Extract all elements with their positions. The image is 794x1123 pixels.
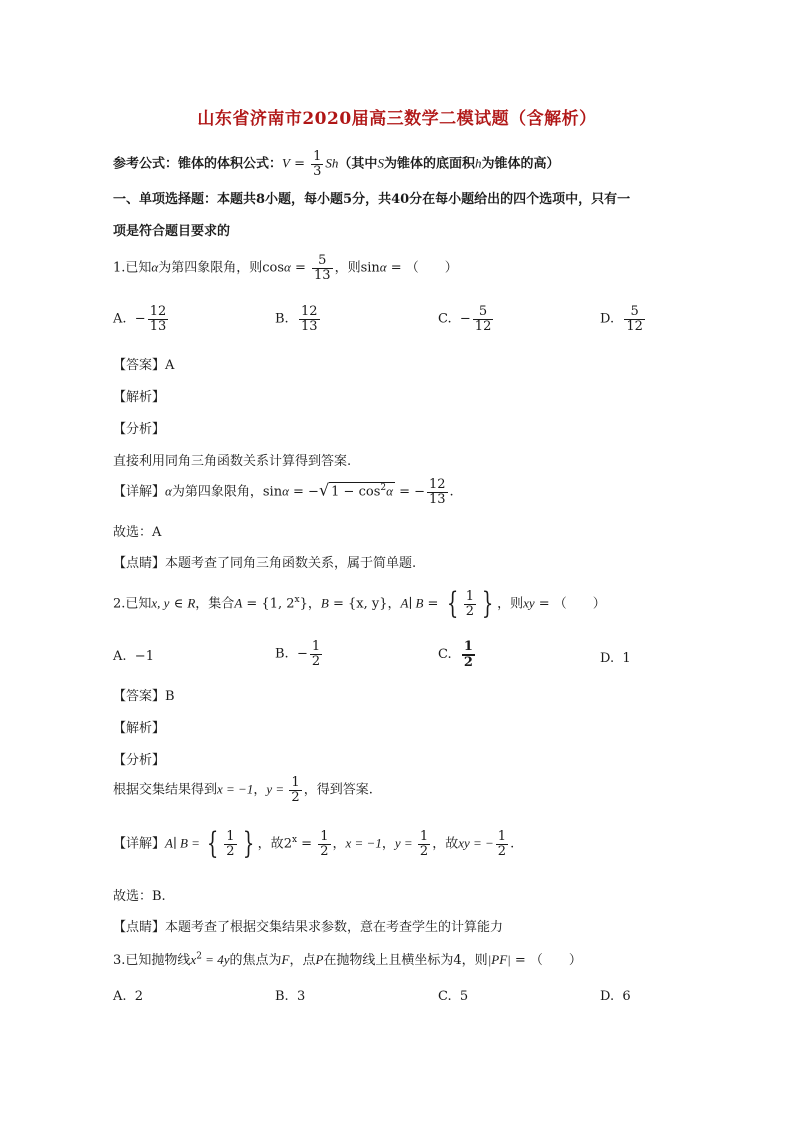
dianjing-text: 本题考查了根据交集结果求参数，意在考查学生的计算能力: [165, 920, 504, 935]
y-value: y =: [394, 835, 416, 851]
stem-text: = （ ）: [510, 953, 582, 968]
option-value: 5: [459, 989, 469, 1004]
q3-option-c: [438, 989, 468, 1004]
stem-text: 的焦点为: [229, 953, 282, 968]
fraction-numerator: 1: [291, 775, 300, 790]
option-sign: −: [459, 311, 471, 327]
alpha-symbol: α: [386, 483, 393, 499]
q3-option-a: [113, 989, 143, 1004]
var-b: B: [320, 595, 329, 611]
in-symbol: ∈: [169, 596, 188, 612]
eq-text: = −: [394, 484, 425, 500]
q1-jiexi: 【解析】: [113, 390, 166, 405]
sqrt-body: [329, 482, 395, 500]
stem-text: = （ ）: [386, 260, 458, 276]
exponent: x: [294, 595, 300, 606]
fraction-numerator: 1: [320, 828, 329, 844]
option-label: D.: [600, 989, 615, 1004]
stem-text: 2.已知: [113, 596, 152, 612]
formula-note: （其中: [338, 156, 378, 172]
fraction-denominator: 3: [313, 163, 322, 179]
q1-option-a: [113, 305, 170, 333]
option-label: A.: [113, 311, 127, 327]
q2-jiexi: 【解析】: [113, 721, 166, 736]
cos-text: cos: [262, 260, 285, 276]
sqrt-icon: √: [318, 480, 330, 500]
question-1-stem: [113, 254, 458, 282]
x-value: x = −1: [345, 835, 382, 851]
alpha-symbol: α: [165, 483, 172, 499]
option-label: C.: [438, 311, 452, 327]
option-sign: −: [134, 311, 146, 327]
fraction-denominator: 2: [311, 653, 321, 669]
var-f: F: [281, 952, 290, 967]
option-label: C.: [438, 989, 452, 1004]
formula-tail: Sh: [325, 155, 339, 171]
exponent: x: [291, 835, 298, 846]
fenxi-text: ，得到答案.: [303, 782, 373, 798]
detail-fraction: [496, 830, 508, 858]
stem-text: ，则: [497, 596, 524, 612]
var-xy: x, y: [151, 595, 170, 611]
q1-fenxi: 【分析】: [113, 422, 166, 437]
fraction-denominator: 12: [474, 318, 492, 334]
fraction-numerator: 5: [318, 253, 327, 268]
fraction-numerator: 5: [478, 304, 488, 319]
sin-text: sin: [262, 484, 283, 500]
intersection: A∣ B: [400, 595, 424, 611]
parabola-eq: = 4y: [201, 952, 230, 967]
q1-choice: 故选：A: [113, 525, 162, 540]
q2-option-d: [600, 651, 631, 666]
alpha-symbol: α: [282, 483, 289, 499]
q3-option-d: [600, 989, 631, 1004]
option-fraction: [624, 305, 645, 333]
fraction-denominator: 2: [226, 843, 235, 859]
formula-var-s: S: [377, 155, 384, 171]
stem-text: = （ ）: [534, 596, 606, 612]
detail-end: .: [449, 484, 454, 500]
formula-note: 为锥体的底面积: [383, 156, 475, 172]
detail-text: ，故: [257, 836, 284, 852]
fraction-denominator: 2: [463, 654, 473, 670]
fenxi-fraction: [289, 776, 301, 804]
exponent: 2: [196, 951, 202, 962]
eq-text: =: [423, 596, 443, 612]
option-label: C.: [438, 647, 452, 663]
detail-fraction: [427, 478, 448, 506]
q2-option-b: [275, 640, 324, 668]
stem-text: ，则: [334, 260, 361, 276]
xy-value: xy = −: [458, 835, 494, 851]
detail-label: 【详解】: [113, 836, 166, 852]
detail-label: 【详解】: [113, 484, 166, 500]
fraction-numerator: 1: [463, 639, 473, 654]
dianjing-text: 本题考查了同角三角函数关系，属于简单题.: [165, 556, 417, 571]
alpha-symbol: α: [151, 259, 159, 275]
detail-fraction: [224, 830, 236, 858]
q1-option-b: [275, 305, 322, 333]
fraction-denominator: 2: [320, 843, 329, 859]
detail-text: 为第四象限角，: [171, 484, 263, 500]
set-fraction: [464, 590, 476, 618]
option-label: D.: [600, 311, 615, 327]
dianjing-label: 【点睛】: [113, 920, 166, 935]
q2-choice: 故选：B.: [113, 889, 166, 904]
set-a: = {1, 2: [242, 596, 295, 612]
q2-option-c: [438, 640, 477, 669]
option-value: 1: [622, 651, 631, 666]
page-title: 山东省济南市2020届高三数学二模试题（含解析）: [197, 109, 597, 129]
fraction-numerator: 1: [311, 639, 321, 654]
q3-option-b: [275, 989, 305, 1004]
exponent: 2: [380, 483, 387, 494]
fraction-numerator: 1: [419, 828, 429, 844]
stem-text: 1.已知: [113, 260, 152, 276]
detail-end: .: [510, 836, 515, 852]
detail-text: ，: [381, 836, 395, 852]
formula-fraction: [311, 150, 323, 178]
option-label: B.: [275, 311, 289, 327]
q2-fenxi-text: [113, 776, 373, 804]
option-fraction: [310, 640, 322, 668]
fraction-denominator: 13: [300, 318, 318, 334]
abs-pf: |PF|: [487, 952, 511, 967]
fraction-numerator: 12: [149, 304, 167, 319]
q1-detail: [113, 478, 454, 506]
cos-fraction: [312, 254, 333, 282]
q1-option-d: [600, 305, 647, 333]
detail-text: ，: [332, 836, 346, 852]
sqrt-text: 1 − cos: [331, 484, 381, 500]
fraction-numerator: 12: [429, 477, 446, 492]
right-brace-icon: }: [242, 826, 254, 861]
base-two: 2: [283, 836, 292, 852]
eq-text: =: [297, 836, 317, 852]
section-heading-line2: 项是符合题目要求的: [113, 224, 231, 239]
option-sign: −: [296, 646, 308, 662]
var-p: P: [315, 952, 324, 967]
option-label: A.: [113, 649, 127, 664]
q1-fenxi-text: 直接利用同角三角函数关系计算得到答案.: [113, 454, 352, 469]
option-value: 2: [134, 989, 144, 1004]
detail-fraction: [318, 830, 330, 858]
formula-eq: =: [289, 156, 310, 172]
q2-detail: [113, 826, 515, 861]
option-label: B.: [275, 989, 289, 1004]
formula-var-h: h: [474, 155, 482, 171]
stem-text: 为第四象限角，则: [158, 260, 263, 276]
x-value: x = −1: [217, 781, 254, 797]
option-fraction: [148, 305, 169, 333]
option-value: −1: [134, 649, 154, 664]
fraction-denominator: 2: [419, 843, 429, 859]
left-brace-icon: {: [207, 826, 219, 861]
q1-option-c: [438, 305, 495, 333]
option-label: B.: [275, 646, 289, 662]
fraction-denominator: 13: [314, 267, 331, 283]
eq-text: = −: [288, 484, 319, 500]
intersection: A∣ B =: [165, 835, 204, 851]
q1-dianjing: [113, 552, 416, 571]
fraction-denominator: 2: [291, 789, 300, 805]
option-fraction: [462, 640, 475, 669]
fraction-numerator: 5: [630, 304, 639, 319]
formula-note: 为锥体的高）: [481, 156, 560, 172]
fraction-numerator: 12: [300, 304, 318, 319]
left-brace-icon: {: [446, 586, 458, 621]
fraction-denominator: 2: [465, 603, 474, 619]
formula-lhs: V: [282, 155, 290, 171]
q1-answer: 【答案】A: [113, 358, 175, 373]
fraction-numerator: 1: [465, 588, 474, 604]
reference-formula: [113, 150, 559, 178]
var-r: R: [187, 595, 196, 611]
fraction-denominator: 13: [149, 318, 167, 334]
option-value: 6: [622, 989, 631, 1004]
fenxi-text: 根据交集结果得到: [113, 782, 218, 798]
stem-text: 在抛物线上且横坐标为4，则: [323, 953, 488, 968]
fraction-denominator: 2: [497, 843, 507, 859]
alpha-symbol: α: [379, 259, 387, 275]
stem-text: ，集合: [195, 596, 235, 612]
option-fraction: [473, 305, 494, 333]
formula-prefix: 参考公式：锥体的体积公式：: [113, 156, 283, 172]
right-brace-icon: }: [481, 586, 494, 621]
fraction-denominator: 12: [626, 318, 643, 334]
set-a: }: [299, 596, 308, 612]
stem-text: 3.已知抛物线: [113, 953, 191, 968]
var-xy: xy: [523, 595, 535, 611]
fraction-numerator: 1: [226, 828, 235, 844]
option-value: 3: [296, 989, 306, 1004]
fraction-denominator: 13: [429, 491, 446, 507]
set-b: = {x, y}: [328, 596, 388, 612]
sin-text: sin: [360, 260, 380, 276]
dianjing-label: 【点睛】: [113, 556, 166, 571]
var-a: A: [234, 595, 243, 611]
stem-text: ，点: [289, 953, 316, 968]
stem-text: ，: [387, 596, 401, 612]
question-2-stem: [113, 586, 606, 621]
fraction-numerator: 1: [497, 828, 507, 844]
option-fraction: [299, 305, 320, 333]
fenxi-text: ，: [253, 782, 267, 798]
alpha-symbol: α: [284, 259, 291, 275]
q2-option-a: [113, 649, 154, 664]
detail-fraction: [418, 830, 430, 858]
section-heading-line1: 一、单项选择题：本题共8小题，每小题5分，共40分在每小题给出的四个选项中，只有一: [113, 192, 631, 207]
option-label: D.: [600, 651, 615, 666]
detail-text: ，故: [432, 836, 459, 852]
q2-answer: 【答案】B: [113, 689, 175, 704]
question-3-stem: [113, 949, 582, 968]
eq-text: =: [290, 260, 311, 276]
stem-text: ，: [307, 596, 321, 612]
y-value: y =: [266, 781, 288, 797]
var-x: x: [190, 952, 197, 967]
fraction-numerator: 1: [313, 149, 322, 164]
q2-fenxi: 【分析】: [113, 753, 166, 768]
option-label: A.: [113, 989, 127, 1004]
q2-dianjing: [113, 916, 503, 935]
